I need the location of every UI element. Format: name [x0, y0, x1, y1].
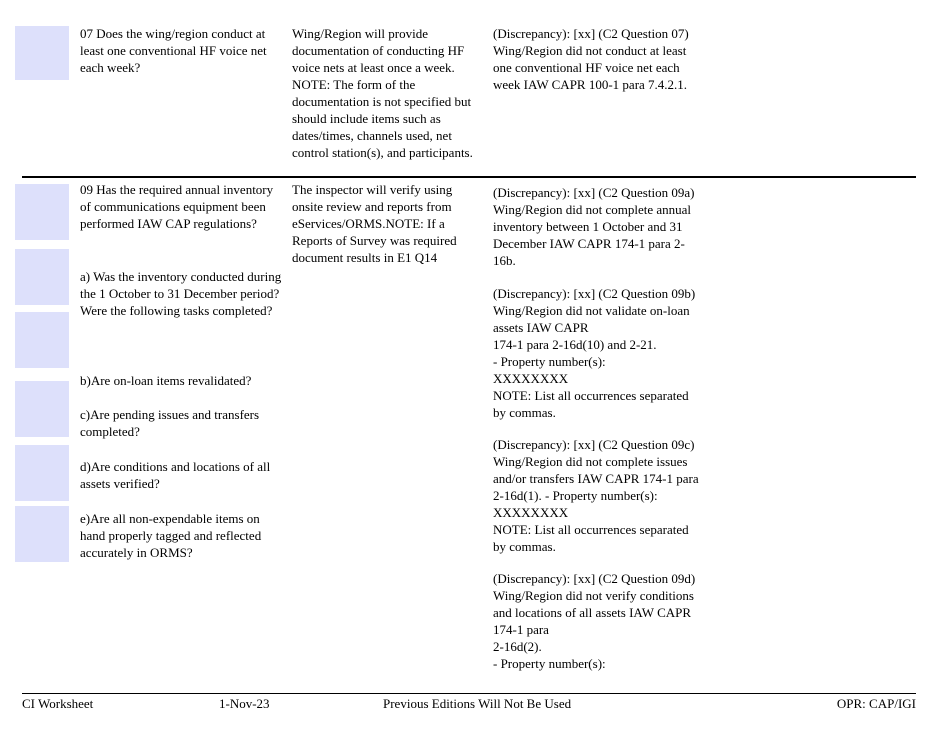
- q09b-finding: (Discrepancy): [xx] (C2 Question 09b) Wing/Region did not validate on-loan assets IAW CAPR 174-1 para 2-16d(10) and 2-21. - Property number(s): XXXXXXXX NOTE: List all occurrences separated by commas.: [493, 286, 696, 420]
- row-divider: [22, 176, 916, 178]
- q09d-response-box[interactable]: [15, 506, 69, 562]
- q09-tasks-response-box[interactable]: [15, 312, 69, 368]
- q09-guidance: The inspector will verify using onsite review and reports from eServices/ORMS.NOTE: If a Reports of Survey was required document results in E1 Q14: [292, 182, 457, 265]
- q09c-finding: (Discrepancy): [xx] (C2 Question 09c) Wing/Region did not complete issues and/or transfers IAW CAPR 174-1 para 2-16d(1). - Property number(s): XXXXXXXX NOTE: List all occurrences separated by commas.: [493, 437, 699, 554]
- q09a-question: a) Was the inventory conducted during the 1 October to 31 December period? Were the following tasks completed?: [80, 269, 282, 318]
- q07-guidance: Wing/Region will provide documentation of conducting HF voice nets at least once a week. NOTE: The form of the documentation is not specified but should include items such as dates/times, channels used, net control station(s), and participants.: [292, 26, 473, 160]
- footer-notice: Previous Editions Will Not Be Used: [383, 696, 572, 711]
- q09e-question: e)Are all non-expendable items on hand properly tagged and reflected accurately in ORMS?: [80, 511, 262, 560]
- q09d-finding: (Discrepancy): [xx] (C2 Question 09d) Wing/Region did not verify conditions and locations of all assets IAW CAPR 174-1 para 2-16d(2). - Property number(s):: [493, 571, 696, 671]
- q07-response-box[interactable]: [15, 26, 69, 80]
- q07-question: 07 Does the wing/region conduct at least one conventional HF voice net each week?: [80, 26, 267, 75]
- q09d-question: d)Are conditions and locations of all assets verified?: [80, 459, 271, 491]
- q09b-question: b)Are on-loan items revalidated?: [80, 373, 252, 388]
- q09a-response-box[interactable]: [15, 249, 69, 305]
- footer-date: 1-Nov-23: [219, 696, 270, 711]
- footer-rule: [22, 693, 916, 694]
- q09a-finding: (Discrepancy): [xx] (C2 Question 09a) Wing/Region did not complete annual inventory between 1 October and 31 December IAW CAPR 174-1 para 2-16b.: [493, 185, 695, 268]
- q09c-response-box[interactable]: [15, 445, 69, 501]
- q07-finding: (Discrepancy): [xx] (C2 Question 07) Wing/Region did not conduct at least one conventional HF voice net each week IAW CAPR 100-1 para 7.4.2.1.: [493, 26, 689, 92]
- q09-response-box[interactable]: [15, 184, 69, 240]
- q09b-response-box[interactable]: [15, 381, 69, 437]
- q09-question: 09 Has the required annual inventory of communications equipment been performed IAW CAP regulations?: [80, 182, 274, 231]
- q09c-question: c)Are pending issues and transfers completed?: [80, 407, 260, 439]
- footer-opr: OPR: CAP/IGI: [836, 696, 916, 711]
- footer-form-name: CI Worksheet: [22, 696, 94, 711]
